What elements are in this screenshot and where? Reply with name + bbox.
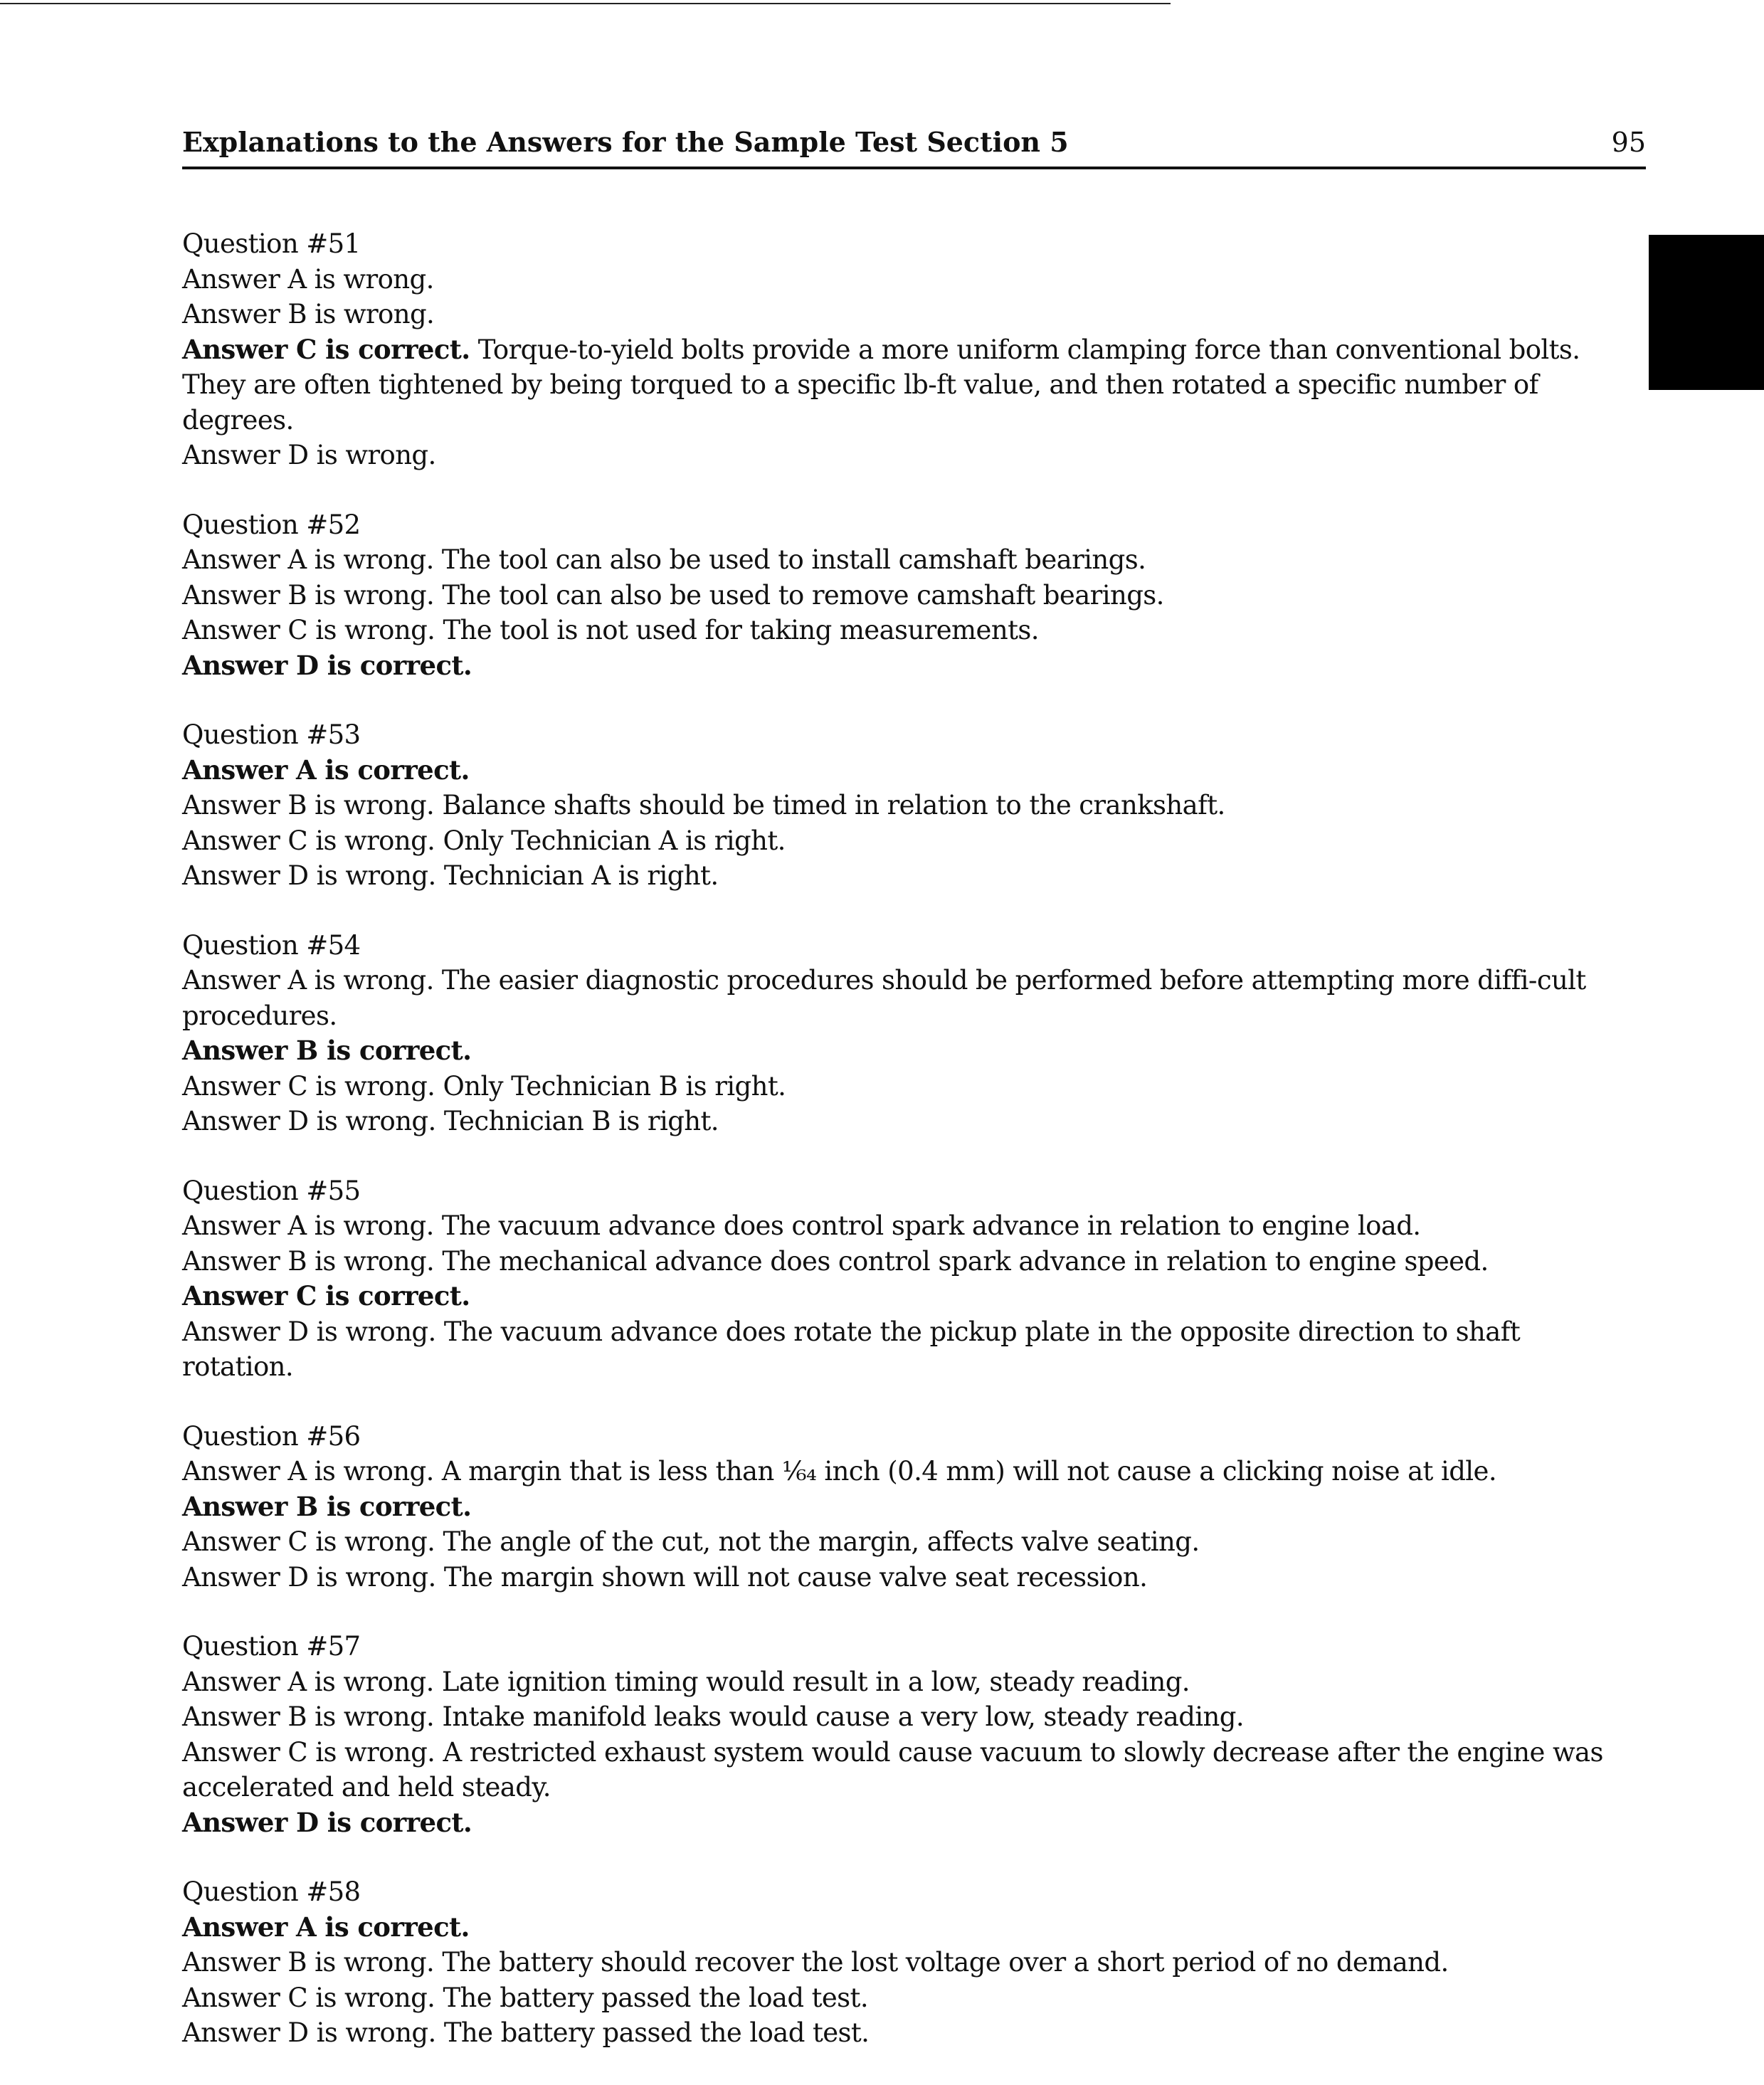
answer-text: Answer A is wrong. A margin that is less than ¹⁄₆₄ inch (0.4 mm) will not cause a clicking noise at idle. [182,1456,1496,1487]
answer-text: Answer C is wrong. The angle of the cut, not the margin, affects valve seating. [182,1526,1200,1557]
answer-line [182,753,1637,788]
correct-answer-label: Answer B is correct. [182,1035,472,1066]
answer-text: Answer A is wrong. [182,263,434,295]
answer-line [182,1699,1637,1735]
answer-text: Answer C is wrong. The battery passed the load test. [182,1982,868,2013]
question-block [182,1419,1637,1595]
answer-line [182,1910,1637,1946]
question-block [182,1874,1637,2051]
answer-text: Torque-to-yield bolts provide a more uniform clamping force than conventional bolts. They are often tightened by being torqued to a specific lb-ft value, and then rotated a specific number of degrees. [182,334,1580,436]
top-rule [0,3,1171,4]
correct-answer-label: Answer A is correct. [182,1911,470,1943]
section-thumb-tab [1649,235,1764,390]
answer-line [182,823,1637,859]
question-block [182,1629,1637,1840]
header-rule [182,167,1646,169]
correct-answer-label: Answer B is correct. [182,1490,472,1522]
answer-line [182,1104,1637,1139]
question-title: Question #53 [182,719,361,750]
answer-text: Answer B is wrong. The mechanical advance does control spark advance in relation to engine speed. [182,1245,1489,1277]
question-title: Question #52 [182,509,361,540]
answer-line [182,1069,1637,1104]
answer-line [182,788,1637,823]
question-block [182,226,1637,473]
question-block [182,507,1637,684]
answer-text: Answer D is wrong. The battery passed the load test. [182,2017,870,2048]
answer-line [182,963,1637,1033]
answer-line [182,1735,1637,1805]
answer-line [182,1454,1637,1489]
answer-line [182,262,1637,297]
question-title: Question #55 [182,1175,361,1206]
answer-line [182,2015,1637,2051]
question-title: Question #54 [182,929,361,961]
question-block [182,717,1637,894]
answer-text: Answer B is wrong. Balance shafts should be timed in relation to the crankshaft. [182,790,1225,820]
answer-text: Answer C is wrong. Only Technician B is right. [182,1070,786,1102]
question-block [182,928,1637,1139]
correct-answer-label: Answer C is correct. [182,1280,470,1311]
answer-text: Answer B is wrong. The tool can also be used to remove camshaft bearings. [182,579,1164,611]
answer-text: Answer A is wrong. The vacuum advance does control spark advance in relation to engine load. [182,1210,1421,1241]
answer-text: Answer C is wrong. The tool is not used for taking measurements. [182,615,1039,645]
answer-text: Answer A is wrong. The easier diagnostic procedures should be performed before attempting more diffi-cult procedures. [182,965,1586,1031]
answer-text: Answer D is wrong. Technician B is right. [182,1106,719,1136]
answer-text: Answer A is wrong. Late ignition timing would result in a low, steady reading. [182,1666,1190,1697]
question-title: Question #56 [182,1420,361,1452]
answer-text: Answer B is wrong. [182,299,435,329]
answer-line [182,1279,1637,1314]
correct-answer-label: Answer D is correct. [182,649,472,681]
answer-text: Answer B is wrong. The battery should recover the lost voltage over a short period of no demand. [182,1947,1449,1978]
answer-line [182,542,1637,578]
answer-line [182,1560,1637,1595]
answer-text: Answer A is wrong. The tool can also be used to install camshaft bearings. [182,544,1146,575]
answer-line [182,1945,1637,1980]
correct-answer-label: Answer C is correct. [182,333,470,365]
answer-line [182,1805,1637,1841]
answer-line [182,297,1637,332]
page-header [182,121,1646,164]
answer-text: Answer D is wrong. Technician A is right. [182,860,719,891]
answer-line [182,578,1637,613]
page-number: 95 [1611,127,1646,158]
answer-line [182,438,1637,473]
answer-line [182,1980,1637,2016]
answer-line [182,858,1637,894]
answer-line [182,1314,1637,1385]
page-title: Explanations to the Answers for the Sample Test Section 5 [182,126,1069,158]
answer-text: Answer C is wrong. Only Technician A is right. [182,825,786,856]
answer-line [182,1208,1637,1244]
answer-line [182,1033,1637,1069]
answer-text: Answer B is wrong. Intake manifold leaks would cause a very low, steady reading. [182,1701,1245,1732]
question-title: Question #57 [182,1631,361,1662]
question-title: Question #51 [182,228,361,259]
correct-answer-label: Answer A is correct. [182,754,470,786]
question-block [182,1173,1637,1385]
answer-line [182,1489,1637,1525]
answer-text: Answer C is wrong. A restricted exhaust system would cause vacuum to slowly decrease after the engine was accelerated and held steady. [182,1736,1603,1802]
answer-text: Answer D is wrong. The vacuum advance does rotate the pickup plate in the opposite direction to shaft rotation. [182,1316,1521,1382]
answer-text: Answer D is wrong. The margin shown will not cause valve seat recession. [182,1561,1148,1593]
answer-line [182,1244,1637,1279]
answer-line [182,613,1637,648]
correct-answer-label: Answer D is correct. [182,1806,472,1838]
question-title: Question #58 [182,1876,361,1907]
answers-content [182,226,1637,2085]
answer-line [182,332,1637,438]
answer-line [182,1524,1637,1560]
answer-line [182,1664,1637,1700]
answer-line [182,648,1637,684]
answer-text: Answer D is wrong. [182,440,436,470]
